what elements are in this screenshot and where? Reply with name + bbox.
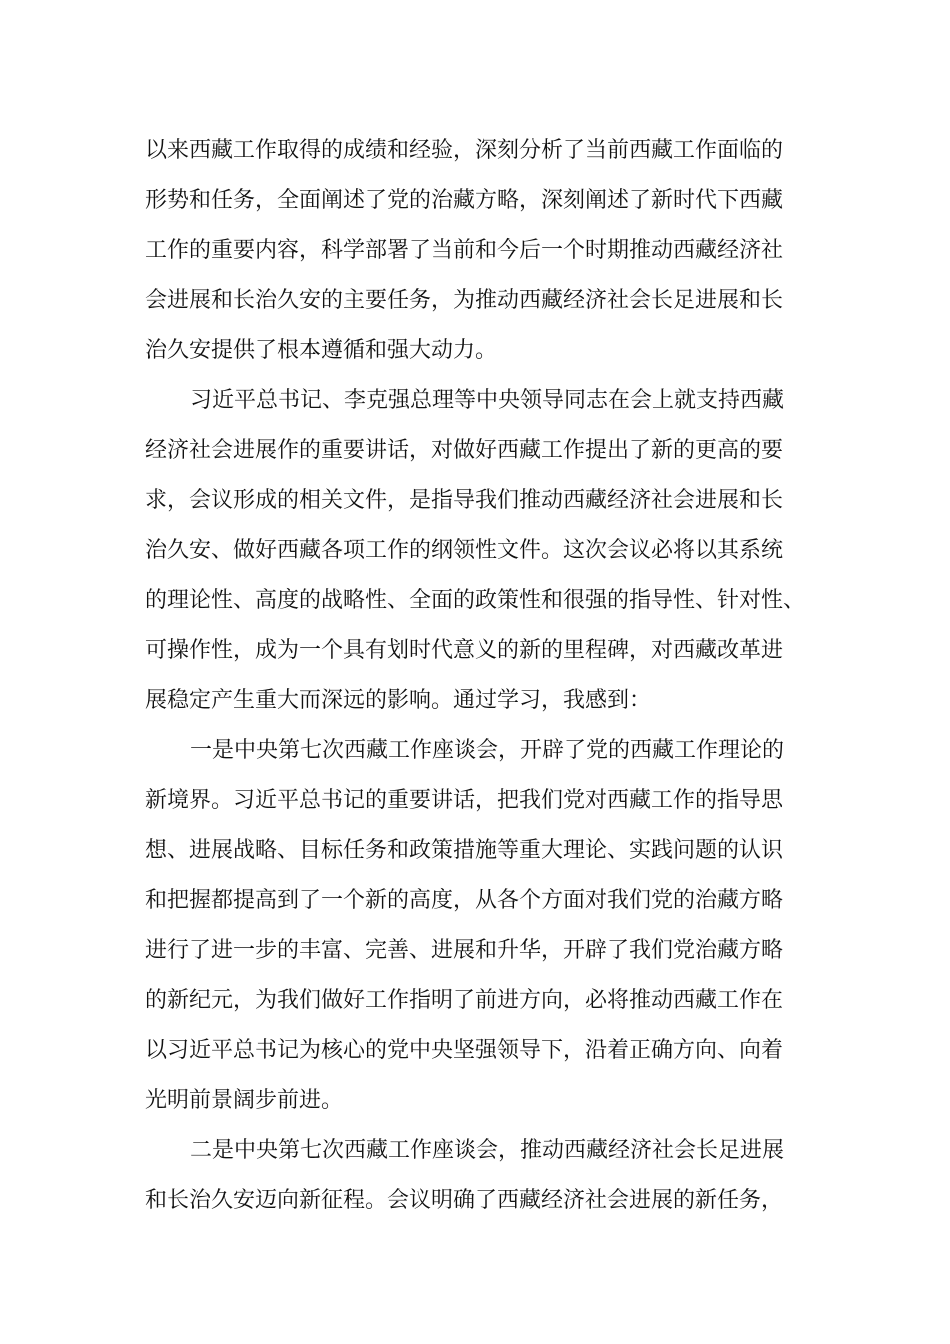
body-text-line: 以来西藏工作取得的成绩和经验，深刻分析了当前西藏工作面临的: [145, 138, 784, 163]
body-text-line: 的新纪元，为我们做好工作指明了前进方向，必将推动西藏工作在: [145, 988, 784, 1013]
body-text-line: 光明前景阔步前进。: [145, 1088, 344, 1113]
paragraph-first-line: 二是中央第七次西藏工作座谈会，推动西藏经济社会长足进展: [190, 1138, 785, 1163]
body-text-line: 治久安、做好西藏各项工作的纲领性文件。这次会议必将以其系统: [145, 538, 784, 563]
body-text-line: 新境界。习近平总书记的重要讲话，把我们党对西藏工作的指导思: [145, 788, 784, 813]
body-text-line: 展稳定产生重大而深远的影响。通过学习，我感到：: [145, 688, 652, 713]
body-text-line: 工作的重要内容，科学部署了当前和今后一个时期推动西藏经济社: [145, 238, 784, 263]
body-text-line: 和把握都提高到了一个新的高度，从各个方面对我们党的治藏方略: [145, 888, 784, 913]
paragraph-first-line: 习近平总书记、李克强总理等中央领导同志在会上就支持西藏: [190, 388, 785, 413]
body-text-line: 和长治久安迈向新征程。会议明确了西藏经济社会进展的新任务，: [145, 1188, 784, 1213]
body-text-line: 以习近平总书记为核心的党中央坚强领导下，沿着正确方向、向着: [145, 1038, 784, 1063]
body-text-line: 经济社会进展作的重要讲话，对做好西藏工作提出了新的更高的要: [145, 438, 784, 463]
body-text-line: 会进展和长治久安的主要任务，为推动西藏经济社会长足进展和长: [145, 288, 784, 313]
body-text-line: 想、进展战略、目标任务和政策措施等重大理论、实践问题的认识: [145, 838, 784, 863]
body-text-line: 求，会议形成的相关文件，是指导我们推动西藏经济社会进展和长: [145, 488, 784, 513]
body-text-line: 形势和任务，全面阐述了党的治藏方略，深刻阐述了新时代下西藏: [145, 188, 784, 213]
body-text-line: 治久安提供了根本遵循和强大动力。: [145, 338, 498, 363]
paragraph-first-line: 一是中央第七次西藏工作座谈会，开辟了党的西藏工作理论的: [190, 738, 785, 763]
body-text-line: 可操作性，成为一个具有划时代意义的新的里程碑，对西藏改革进: [145, 638, 784, 663]
body-text-line: 进行了进一步的丰富、完善、进展和升华，开辟了我们党治藏方略: [145, 938, 784, 963]
body-text-line: 的理论性、高度的战略性、全面的政策性和很强的指导性、针对性、: [145, 588, 806, 613]
